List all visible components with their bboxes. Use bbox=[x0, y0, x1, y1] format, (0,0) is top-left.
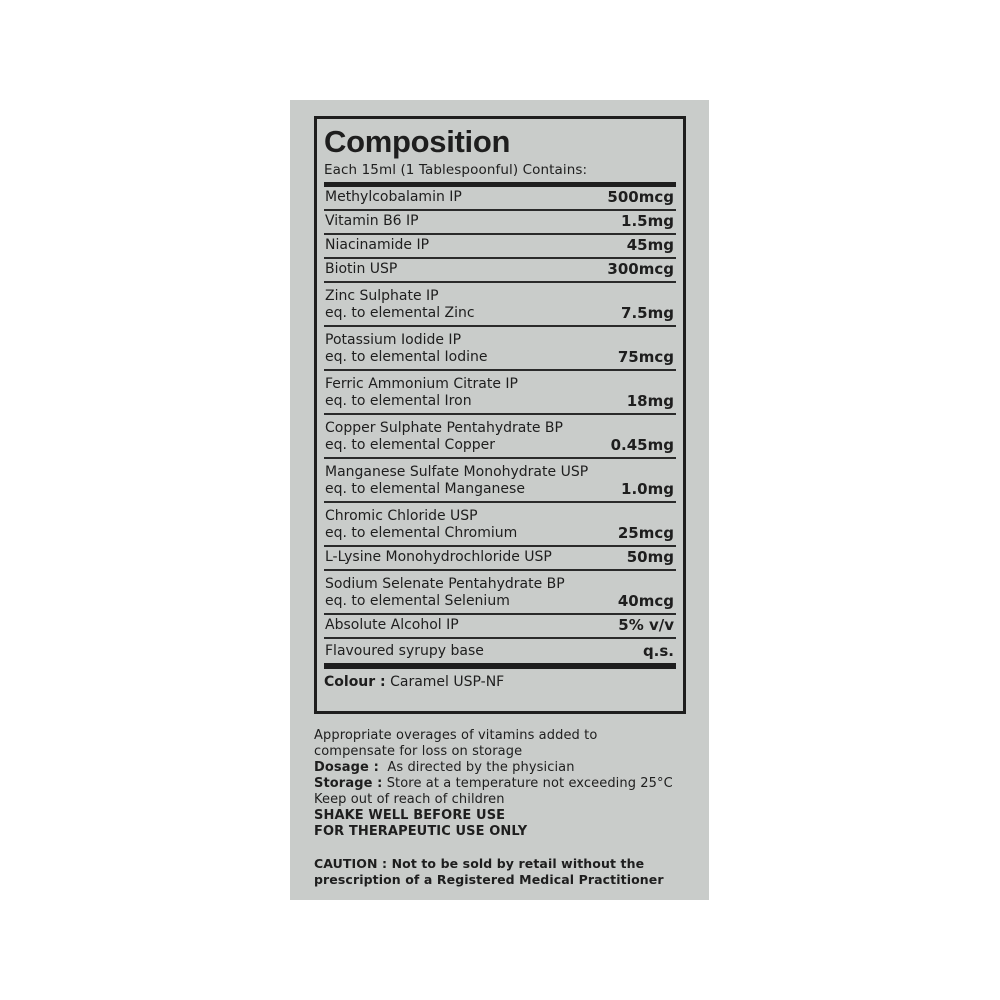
ingredient-amount: 7.5mg bbox=[621, 304, 674, 322]
ingredient-amount: 1.5mg bbox=[621, 212, 674, 230]
table-row bbox=[324, 503, 676, 547]
table-row bbox=[324, 571, 676, 615]
therapeutic-text: FOR THERAPEUTIC USE ONLY bbox=[314, 824, 528, 839]
ingredient-name bbox=[325, 508, 517, 542]
ingredient-line-1: Flavoured syrupy base bbox=[325, 643, 484, 659]
ingredient-line-1: Niacinamide IP bbox=[325, 237, 430, 253]
table-row bbox=[324, 371, 676, 415]
ingredient-name bbox=[325, 376, 518, 410]
ingredient-line-2: eq. to elemental Copper bbox=[325, 437, 496, 453]
ingredient-amount: 75mcg bbox=[617, 348, 674, 366]
ingredient-name bbox=[325, 261, 397, 278]
ingredient-line-1: Potassium Iodide IP bbox=[325, 332, 462, 348]
dosage-line bbox=[314, 760, 694, 776]
ingredient-amount: 18mg bbox=[626, 392, 674, 410]
colour-label: Colour : bbox=[324, 674, 386, 690]
ingredient-line-1: Absolute Alcohol IP bbox=[325, 617, 459, 633]
ingredient-line-1: Zinc Sulphate IP bbox=[325, 288, 439, 304]
ingredient-amount: 45mg bbox=[626, 236, 674, 254]
ingredient-line-2: eq. to elemental Manganese bbox=[325, 481, 525, 497]
composition-title: Composition bbox=[324, 124, 511, 159]
keep-out-line: Keep out of reach of children bbox=[314, 792, 505, 807]
table-row bbox=[324, 283, 676, 327]
colour-line bbox=[324, 673, 676, 691]
ingredient-name bbox=[325, 288, 475, 322]
caution-line-2: prescription of a Registered Medical Practitioner bbox=[314, 872, 664, 887]
ingredient-line-1: Methylcobalamin IP bbox=[325, 189, 462, 205]
ingredient-line-1: Sodium Selenate Pentahydrate BP bbox=[325, 576, 565, 592]
storage-label: Storage : bbox=[314, 776, 383, 791]
table-row bbox=[324, 459, 676, 503]
ingredient-line-1: Manganese Sulfate Monohydrate USP bbox=[325, 464, 589, 480]
table-row bbox=[324, 327, 676, 371]
ingredient-amount: 500mcg bbox=[607, 188, 674, 206]
overage-line-2: compensate for loss on storage bbox=[314, 744, 523, 759]
ingredient-amount: q.s. bbox=[642, 642, 674, 660]
medicine-label-card bbox=[290, 100, 709, 900]
table-row bbox=[324, 547, 676, 571]
table-row bbox=[324, 187, 676, 211]
ingredient-line-1: Copper Sulphate Pentahydrate BP bbox=[325, 420, 563, 436]
ingredient-name bbox=[325, 643, 484, 660]
ingredient-line-1: Vitamin B6 IP bbox=[325, 213, 419, 229]
ingredient-name bbox=[325, 464, 588, 498]
ingredient-line-2: eq. to elemental Zinc bbox=[325, 305, 475, 321]
table-row bbox=[324, 259, 676, 283]
ingredient-line-2: eq. to elemental Iodine bbox=[325, 349, 488, 365]
ingredient-name bbox=[325, 576, 565, 610]
ingredient-amount: 40mcg bbox=[617, 592, 674, 610]
table-row bbox=[324, 211, 676, 235]
table-row bbox=[324, 639, 676, 663]
ingredient-amount: 1.0mg bbox=[621, 480, 674, 498]
table-row bbox=[324, 235, 676, 259]
composition-box bbox=[314, 116, 686, 714]
storage-line bbox=[314, 776, 694, 792]
colour-value: Caramel USP-NF bbox=[390, 674, 505, 690]
ingredient-name bbox=[325, 213, 419, 230]
storage-value: Store at a temperature not exceeding 25°C bbox=[386, 776, 673, 791]
label-notes bbox=[314, 728, 694, 888]
dosage-label: Dosage : bbox=[314, 760, 379, 775]
shake-text: SHAKE WELL BEFORE USE bbox=[314, 808, 506, 823]
ingredient-name bbox=[325, 332, 488, 366]
composition-table bbox=[324, 187, 676, 663]
ingredient-amount: 5% v/v bbox=[618, 616, 674, 634]
ingredient-line-2: eq. to elemental Chromium bbox=[325, 525, 518, 541]
ingredient-line-1: L-Lysine Monohydrochloride USP bbox=[325, 549, 552, 565]
ingredient-line-1: Biotin USP bbox=[325, 261, 398, 277]
caution-line-1: CAUTION : Not to be sold by retail without the bbox=[314, 856, 645, 871]
dosage-value: As directed by the physician bbox=[387, 760, 575, 775]
shake-line bbox=[314, 808, 694, 824]
composition-subtitle: Each 15ml (1 Tablespoonful) Contains: bbox=[324, 162, 588, 178]
divider-bar-bottom bbox=[324, 663, 676, 669]
ingredient-line-2: eq. to elemental Iron bbox=[325, 393, 472, 409]
ingredient-name bbox=[325, 189, 462, 206]
ingredient-amount: 300mcg bbox=[607, 260, 674, 278]
ingredient-line-1: Ferric Ammonium Citrate IP bbox=[325, 376, 518, 392]
ingredient-amount: 0.45mg bbox=[610, 436, 674, 454]
ingredient-name bbox=[325, 237, 429, 254]
ingredient-line-1: Chromic Chloride USP bbox=[325, 508, 478, 524]
ingredient-amount: 25mcg bbox=[617, 524, 674, 542]
ingredient-name bbox=[325, 420, 563, 454]
table-row bbox=[324, 415, 676, 459]
ingredient-amount: 50mg bbox=[626, 548, 674, 566]
table-row bbox=[324, 615, 676, 639]
overage-line-1: Appropriate overages of vitamins added to bbox=[314, 728, 598, 743]
ingredient-name bbox=[325, 549, 552, 566]
ingredient-name bbox=[325, 617, 459, 634]
spacer bbox=[314, 840, 694, 856]
ingredient-line-2: eq. to elemental Selenium bbox=[325, 593, 510, 609]
therapeutic-line bbox=[314, 824, 694, 840]
